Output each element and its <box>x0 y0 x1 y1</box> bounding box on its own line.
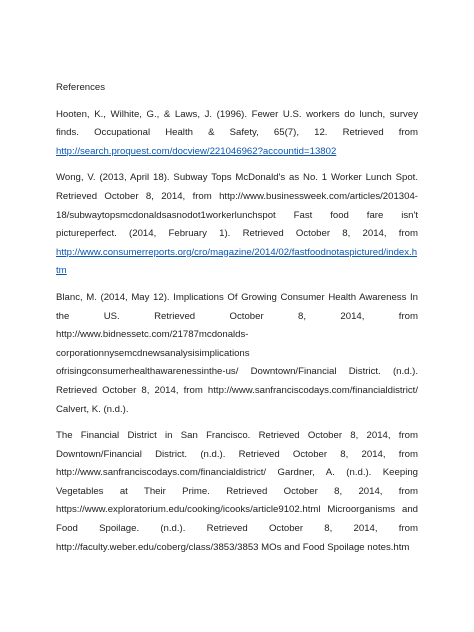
reference-text: The Financial District in San Francisco. Retrieved October 8, 2014, from Downtown/Financial District. (n.d.). Retrieved October 8, 2014, from http://www.sanfranciscodays.com/financialdistrict/ Gardner, A. (n.d.). Keeping Vegetables at Their Prime. Retrieved October 8, 2014, from https://www.exploratorium.edu/cooking/icooks/article9102.html Microorganisms and Food Spoilage. (n.d.). Retrieved October 8, 2014, from http://faculty.weber.edu/coberg/class/3853/3853 MOs and Food Spoilage notes.htm <box>56 430 418 553</box>
references-heading: References <box>56 82 106 93</box>
reference-entry-wong <box>56 169 418 281</box>
reference-link-proquest[interactable]: http://search.proquest.com/docview/221046962?accountid=13802 <box>56 145 337 157</box>
reference-link-consumerreports[interactable]: http://www.consumerreports.org/cro/magazine/2014/02/fastfoodnotaspictured/index.htm <box>56 246 418 277</box>
reference-text: Blanc, M. (2014, May 12). Implications Of Growing Consumer Health Awareness In the US. Retrieved October 8, 2014, from http://www.bidnessetc.com/21787mcdonalds-corporationnysemcdnewsanalysisimplications ofrisingconsumerhealthawarenessinthe-us/ Downtown/Financial District. (n.d.). Retrieved October 8, 2014, from http://www.sanfranciscodays.com/financialdistrict/ Calvert, K. (n.d.). <box>56 291 418 415</box>
reference-entry-hooten <box>56 106 418 162</box>
document-page <box>56 79 418 565</box>
reference-text: Hooten, K., Wilhite, G., & Laws, J. (1996). Fewer U.S. workers do lunch, survey finds. Occupational Health & Safety, 65(7), 12. Retrieved from <box>56 108 418 139</box>
reference-text: Wong, V. (2013, April 18). Subway Tops McDonald's as No. 1 Worker Lunch Spot. Retrieved October 8, 2014, from http://www.businessweek.com/articles/201304-18/subwaytopsmcdonaldsasnodot1workerlunchspot Fast food fare isn't pictureperfect. (2014, February 1). Retrieved October 8, 2014, from <box>56 172 418 240</box>
reference-entry-blanc <box>56 289 418 419</box>
reference-entry-financial-district <box>56 427 418 557</box>
